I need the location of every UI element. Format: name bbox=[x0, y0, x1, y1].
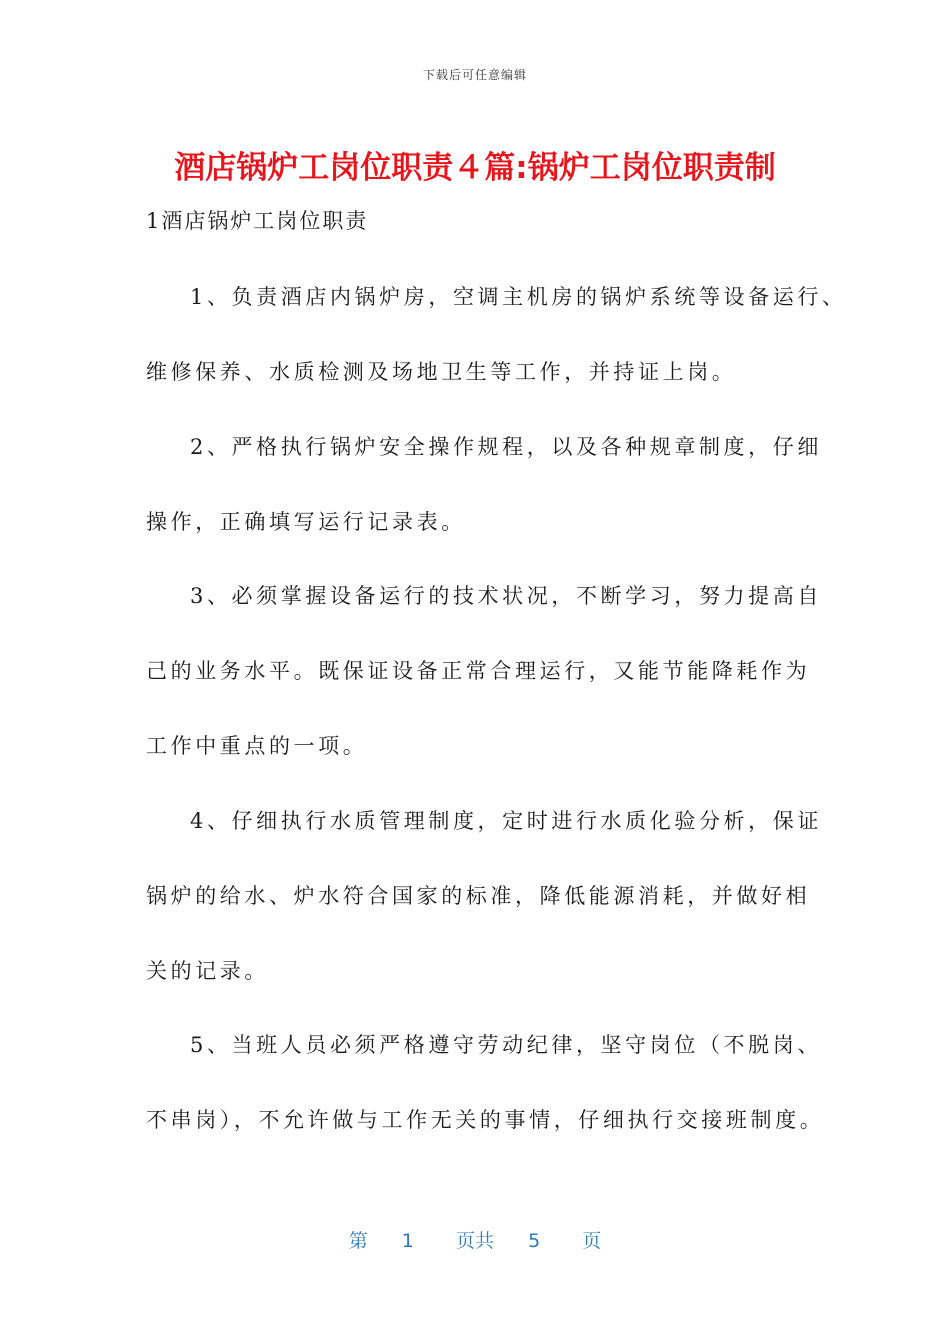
total-pages-number: 5 bbox=[528, 1230, 541, 1252]
document-title: 酒店锅炉工岗位职责４篇:锅炉工岗位职责制 bbox=[174, 150, 776, 186]
paragraph-line: 5、当班人员必须严格遵守劳动纪律，坚守岗位（不脱岗、 bbox=[190, 1033, 822, 1057]
paragraph-line: 工作中重点的一项。 bbox=[146, 734, 368, 758]
paragraph-line: 维修保养、水质检测及场地卫生等工作，并持证上岗。 bbox=[146, 360, 737, 384]
footer-middle: 页共 bbox=[455, 1230, 494, 1252]
footer-suffix: 页 bbox=[582, 1230, 602, 1252]
section-heading: 1酒店锅炉工岗位职责 bbox=[146, 209, 369, 233]
paragraph-line: 关的记录。 bbox=[146, 959, 269, 983]
paragraph-line: 4、仔细执行水质管理制度，定时进行水质化验分析，保证 bbox=[190, 809, 822, 833]
paragraph-line: 3、必须掌握设备运行的技术状况，不断学习，努力提高自 bbox=[190, 584, 822, 608]
paragraph-line: 操作，正确填写运行记录表。 bbox=[146, 510, 466, 534]
header-note: 下载后可任意编辑 bbox=[422, 68, 527, 82]
footer-prefix: 第 bbox=[348, 1230, 368, 1252]
paragraph-line: 锅炉的给水、炉水符合国家的标准，降低能源消耗，并做好相 bbox=[146, 884, 811, 908]
paragraph-line: 2、严格执行锅炉安全操作规程，以及各种规章制度，仔细 bbox=[190, 435, 822, 459]
page-footer bbox=[0, 1226, 950, 1253]
paragraph-line: 1、负责酒店内锅炉房，空调主机房的锅炉系统等设备运行、 bbox=[190, 285, 847, 309]
paragraph-line: 不串岗），不允许做与工作无关的事情，仔细执行交接班制度。 bbox=[146, 1108, 825, 1132]
current-page-number: 1 bbox=[401, 1230, 414, 1252]
paragraph-line: 己的业务水平。既保证设备正常合理运行，又能节能降耗作为 bbox=[146, 659, 811, 683]
